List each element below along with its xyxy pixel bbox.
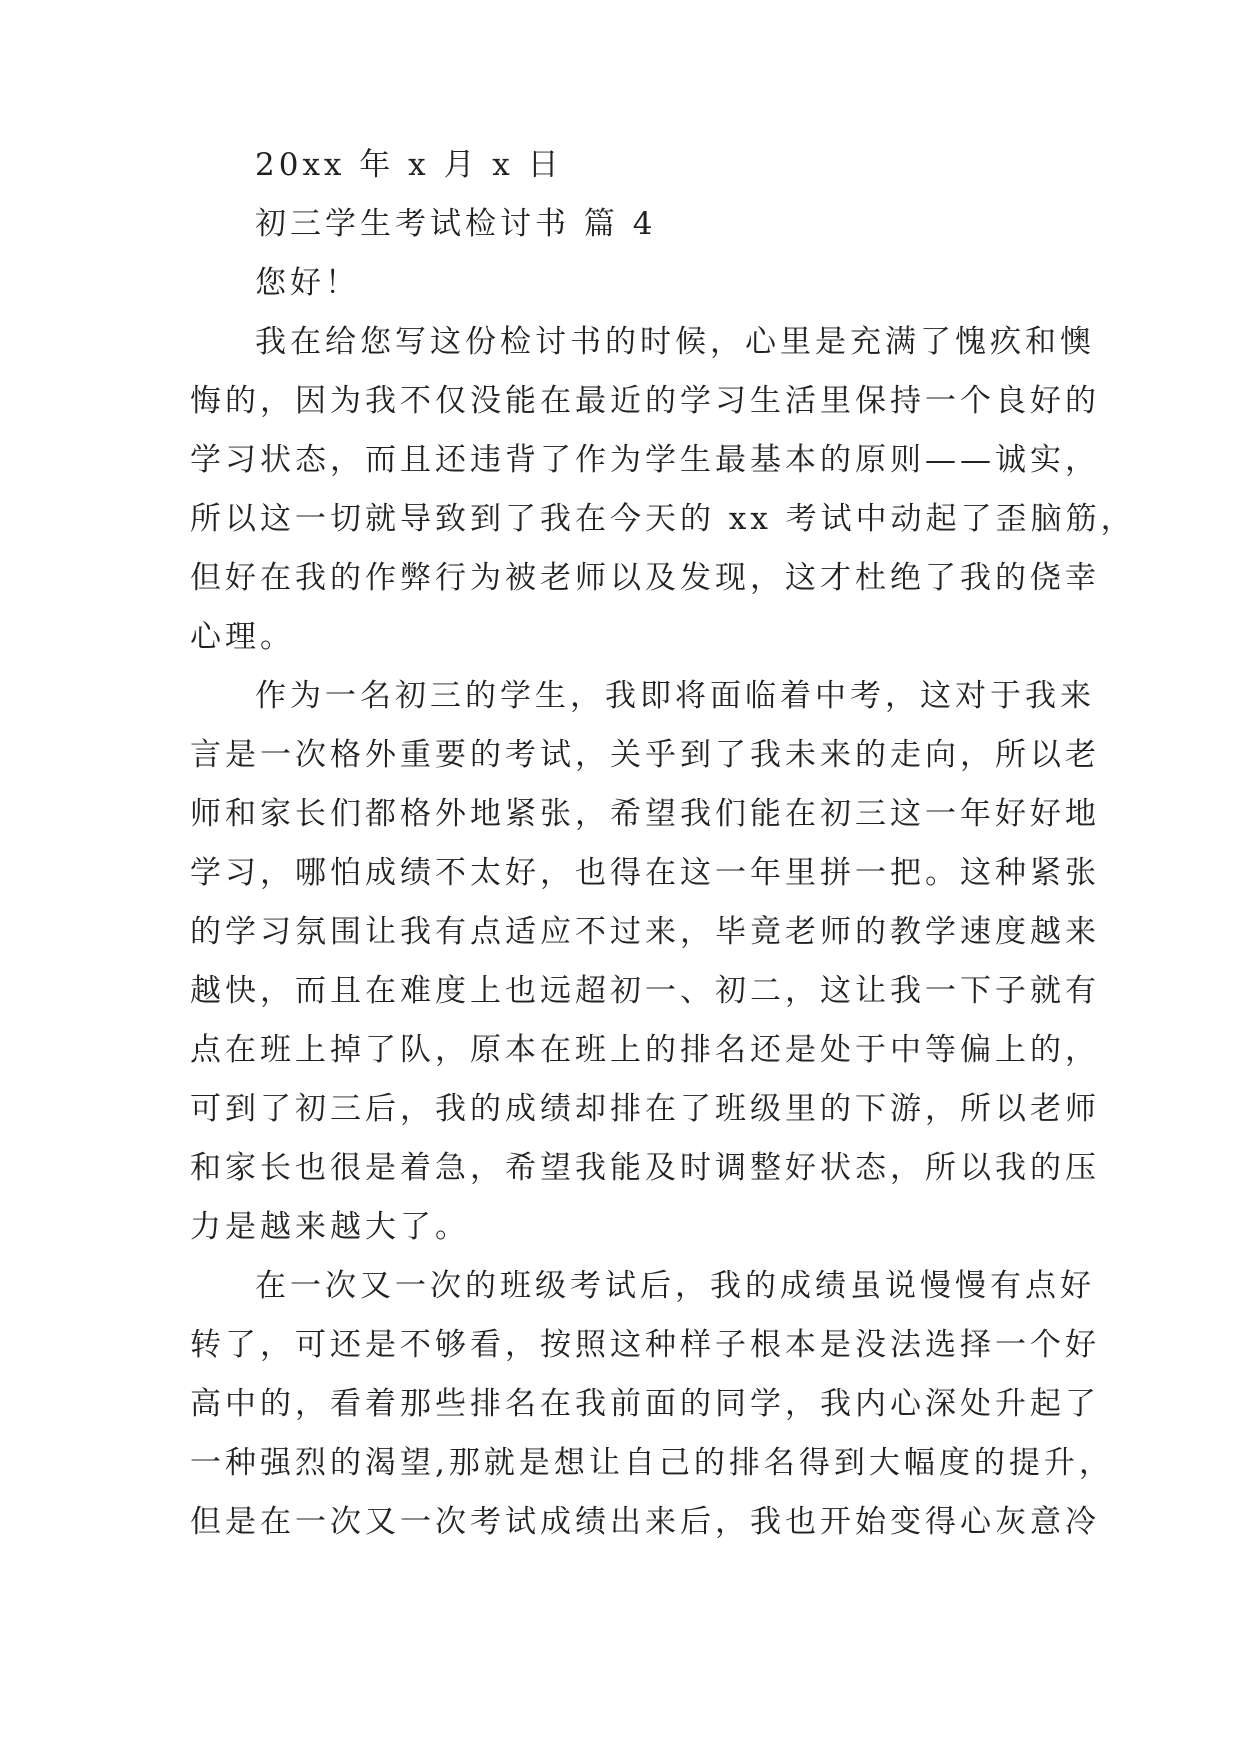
date-line: 20xx 年 x 月 x 日	[255, 147, 563, 183]
document-heading: 初三学生考试检讨书 篇 4	[255, 206, 657, 242]
paragraph-line: 但是在一次又一次考试成绩出来后，我也开始变得心灰意冷	[190, 1504, 1100, 1540]
paragraph-line: 作为一名初三的学生，我即将面临着中考，这对于我来	[255, 678, 1095, 714]
paragraph-line: 在一次又一次的班级考试后，我的成绩虽说慢慢有点好	[255, 1268, 1095, 1304]
paragraph-line: 转了，可还是不够看，按照这种样子根本是没法选择一个好	[190, 1327, 1100, 1363]
paragraph-line: 的学习氛围让我有点适应不过来，毕竟老师的教学速度越来	[190, 914, 1100, 950]
paragraph-line: 言是一次格外重要的考试，关乎到了我未来的走向，所以老	[190, 737, 1100, 773]
paragraph-line: 力是越来越大了。	[190, 1209, 470, 1245]
paragraph-line: 师和家长们都格外地紧张，希望我们能在初三这一年好好地	[190, 796, 1100, 832]
paragraph-line: 学习状态，而且还违背了作为学生最基本的原则——诚实，	[190, 442, 1100, 478]
paragraph-line: 一种强烈的渴望,那就是想让自己的排名得到大幅度的提升，	[190, 1445, 1114, 1481]
paragraph-line: 越快，而且在难度上也远超初一、初二，这让我一下子就有	[190, 973, 1100, 1009]
paragraph-line: 点在班上掉了队，原本在班上的排名还是处于中等偏上的，	[190, 1032, 1100, 1068]
paragraph-line: 学习，哪怕成绩不太好，也得在这一年里拼一把。这种紧张	[190, 855, 1100, 891]
paragraph-line: 可到了初三后，我的成绩却排在了班级里的下游，所以老师	[190, 1091, 1100, 1127]
paragraph-line: 和家长也很是着急，希望我能及时调整好状态，所以我的压	[190, 1150, 1100, 1186]
paragraph-line: 心理。	[190, 619, 295, 655]
paragraph-line: 悔的，因为我不仅没能在最近的学习生活里保持一个良好的	[190, 383, 1100, 419]
paragraph-line: 高中的，看着那些排名在我前面的同学，我内心深处升起了	[190, 1386, 1100, 1422]
paragraph-line: 我在给您写这份检讨书的时候，心里是充满了愧疚和懊	[255, 324, 1095, 360]
paragraph-line: 所以这一切就导致到了我在今天的 xx 考试中动起了歪脑筋，	[190, 501, 1136, 537]
greeting: 您好！	[255, 265, 360, 301]
paragraph-line: 但好在我的作弊行为被老师以及发现，这才杜绝了我的侥幸	[190, 560, 1100, 596]
